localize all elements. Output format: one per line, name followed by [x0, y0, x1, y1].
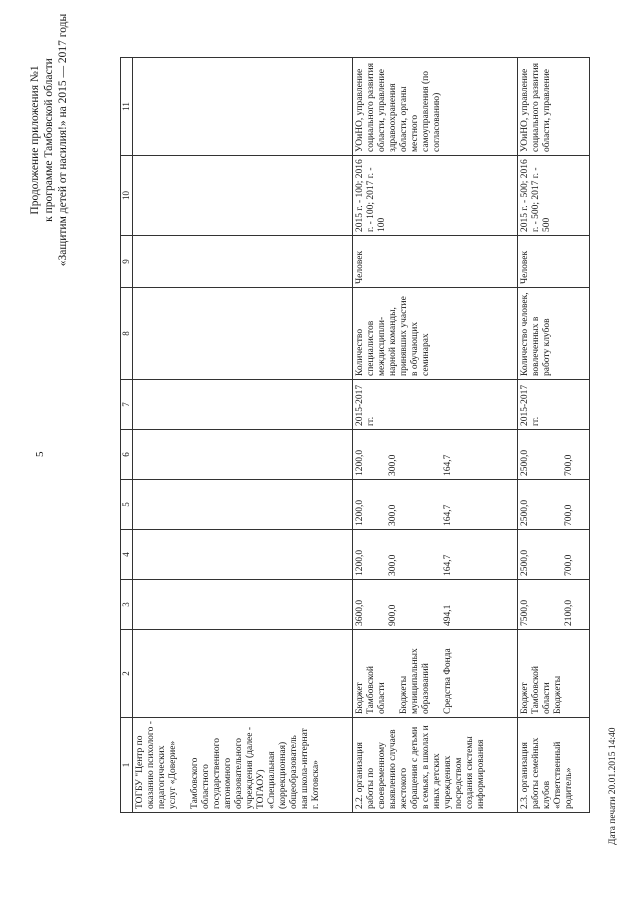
- amount: 494,1: [443, 604, 453, 626]
- table-cell: [518, 530, 590, 580]
- table-cell: УОиНО, управление социального развития области, управление: [518, 58, 590, 156]
- program-table: [120, 57, 590, 813]
- print-date: Дата печати 20.01.2015 14:40: [608, 727, 618, 845]
- column-number: 11: [121, 58, 133, 156]
- column-number: 6: [121, 430, 133, 480]
- funding-source: Средства Фонда: [443, 648, 453, 714]
- table-row: [518, 58, 590, 813]
- header-line-3: «Защитим детей от насилия!» на 2015 — 2017 годы: [57, 13, 69, 267]
- header-line-1: Продолжение приложения №1: [29, 65, 41, 215]
- column-number: 4: [121, 530, 133, 580]
- funding-source: Бюджет Тамбовской области: [355, 666, 387, 714]
- table-cell: 2015 г. - 100; 2016 г. - 100; 2017 г. - 100: [353, 156, 518, 236]
- column-number: 1: [121, 718, 133, 813]
- document-header: [28, 0, 70, 310]
- table-cell: 2015-2017 гг.: [353, 380, 518, 430]
- funding-source: Бюджеты муниципальных образований: [399, 648, 431, 714]
- table-cell: Человек: [518, 236, 590, 288]
- table-cell: [133, 580, 353, 630]
- table-cell: [133, 530, 353, 580]
- amount: 164,7: [443, 504, 453, 526]
- amount: 300,0: [388, 554, 398, 576]
- column-number: 10: [121, 156, 133, 236]
- page-number: 5: [34, 451, 46, 457]
- table-cell: [518, 630, 590, 718]
- table-cell: [353, 630, 518, 718]
- amount: 300,0: [388, 504, 398, 526]
- amount: 7500,0: [520, 599, 530, 626]
- table-cell: ТОГБУ "Центр по оказанию психолого - педагогических услуг «Доверие» Тамбовского областного государственного автономного образовательного учреждения (далее - ТОГАОУ) «Специальная (коррекционная) общеобразователь ная школа-интернат г. Котовска»: [133, 718, 353, 813]
- table-cell: [133, 630, 353, 718]
- table-cell: [518, 580, 590, 630]
- table-row: [133, 58, 353, 813]
- table-cell: [133, 380, 353, 430]
- table-cell: [353, 580, 518, 630]
- table-cell: [353, 430, 518, 480]
- column-number: 9: [121, 236, 133, 288]
- table-cell: [133, 288, 353, 380]
- table-cell: [133, 58, 353, 156]
- amount: 1200,0: [355, 549, 365, 576]
- table-cell: УОиНО, управление социального развития области, управление здравоохранения области, органы местного самоуправления (по согласованию): [353, 58, 518, 156]
- column-number: 3: [121, 580, 133, 630]
- column-number: 5: [121, 480, 133, 530]
- funding-source: Бюджеты: [553, 675, 563, 714]
- amount: 2500,0: [520, 499, 530, 526]
- amount: 3600,0: [355, 599, 365, 626]
- column-number-row: [121, 58, 133, 813]
- header-line-2: к программе Тамбовской области: [43, 58, 55, 222]
- table-cell: Количество специалистов междисципли-нарной команды, принявших участие в обучающих семинарах: [353, 288, 518, 380]
- table-cell: [353, 530, 518, 580]
- table-cell: [518, 430, 590, 480]
- table-cell: [133, 480, 353, 530]
- table-cell: [353, 480, 518, 530]
- amount: 900,0: [388, 604, 398, 626]
- table-cell: 2.2. организация работы по своевременному выявлению случаев жестокого обращения с детьми в семьях, в школах и иных детских учреждениях посредством создания системы информирования: [353, 718, 518, 813]
- table-cell: 2015-2017 гг.: [518, 380, 590, 430]
- amount: 164,7: [443, 554, 453, 576]
- amount: 700,0: [564, 554, 574, 576]
- amount: 700,0: [564, 504, 574, 526]
- amount: 300,0: [388, 454, 398, 476]
- table-cell: 2015 г. - 500; 2016 г. - 500; 2017 г. - 500: [518, 156, 590, 236]
- amount: 164,7: [443, 454, 453, 476]
- amount: 2500,0: [520, 449, 530, 476]
- table-row: [353, 58, 518, 813]
- table-cell: [133, 430, 353, 480]
- table-cell: [518, 480, 590, 530]
- column-number: 2: [121, 630, 133, 718]
- column-number: 8: [121, 288, 133, 380]
- table-cell: 2.3. организация работы семейных клубов «Ответственный родитель»: [518, 718, 590, 813]
- table-cell: [133, 156, 353, 236]
- table-cell: [133, 236, 353, 288]
- amount: 700,0: [564, 454, 574, 476]
- amount: 2500,0: [520, 549, 530, 576]
- column-number: 7: [121, 380, 133, 430]
- amount: 1200,0: [355, 499, 365, 526]
- table-cell: Человек: [353, 236, 518, 288]
- amount: 1200,0: [355, 449, 365, 476]
- funding-source: Бюджет Тамбовской области: [520, 666, 552, 714]
- amount: 2100,0: [564, 599, 574, 626]
- table-cell: Количество человек, вовлеченных в работу клубов: [518, 288, 590, 380]
